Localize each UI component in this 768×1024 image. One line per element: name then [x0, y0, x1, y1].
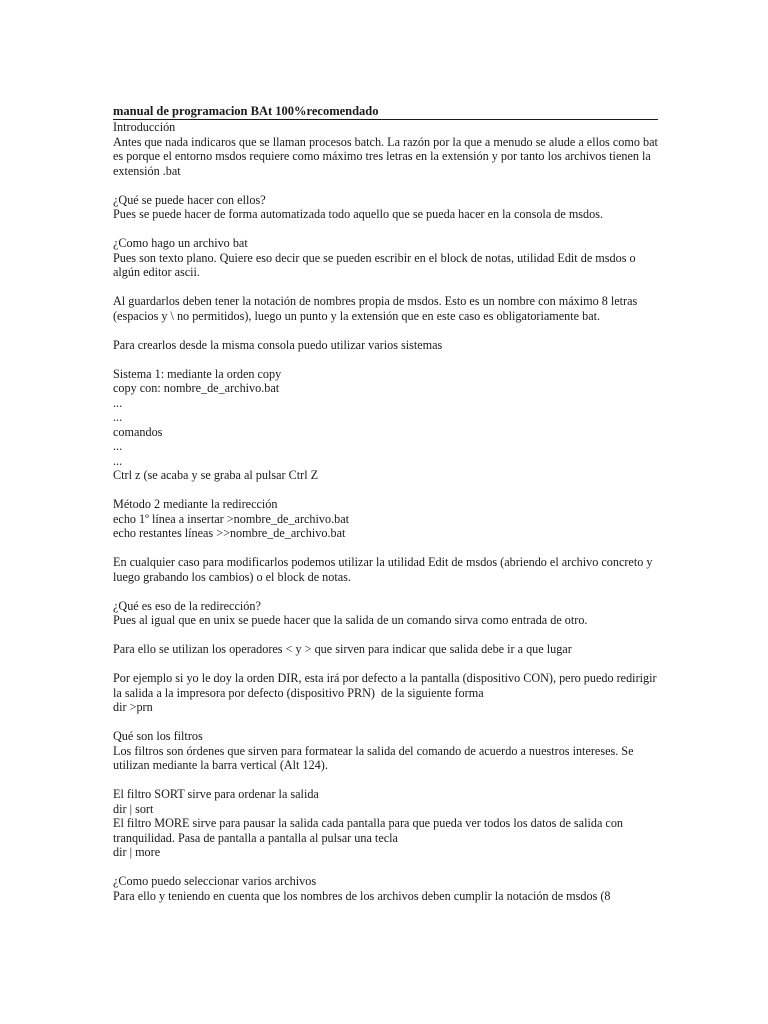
paragraph — [113, 338, 658, 353]
document-page — [113, 104, 661, 918]
text-line: Por ejemplo si yo le doy la orden DIR, esta irá por defecto a la pantalla (dispositivo CON), pero puedo redirigir la salida a la impresora por defecto (dispositivo PRN) de la siguiente forma — [113, 671, 660, 700]
text-line: Qué son los filtros — [113, 729, 203, 743]
text-line: ¿Como puedo seleccionar varios archivos — [113, 874, 317, 888]
paragraph — [113, 367, 658, 483]
paragraph — [113, 671, 658, 715]
text-line: ... — [113, 395, 123, 410]
text-line: El filtro SORT sirve para ordenar la salida — [113, 787, 319, 801]
paragraph — [113, 236, 658, 280]
text-line: Al guardarlos deben tener la notación de nombres propia de msdos. Esto es un nombre con máximo 8 letras (espacios y \ no permitidos), luego un punto y la extensión que en este caso es obligatoriamente bat. — [113, 294, 641, 323]
paragraph — [113, 599, 658, 628]
text-line: Para ello y teniendo en cuenta que los nombres de los archivos deben cumplir la notación de msdos (8 — [113, 888, 611, 903]
document-title: manual de programacion BAt 100%recomendado — [113, 104, 658, 120]
text-line: echo restantes líneas >>nombre_de_archivo.bat — [113, 526, 346, 540]
text-line: Para ello se utilizan los operadores < y > que sirven para indicar que salida debe ir a que lugar — [113, 642, 572, 656]
text-line: El filtro MORE sirve para pausar la salida cada pantalla para que pueda ver todos los datos de salida con tranquilidad. Pasa de pantalla a pantalla al pulsar una tecla — [113, 816, 627, 845]
paragraph — [113, 497, 658, 541]
paragraph — [113, 193, 658, 222]
text-line: Antes que nada indicaros que se llaman procesos batch. La razón por la que a menudo se alude a ellos como bat es porque el entorno msdos requiere como máximo tres letras en la extensión y por tanto los archivos tienen la extensión .bat — [113, 134, 661, 178]
paragraph — [113, 729, 658, 773]
text-line: Ctrl z (se acaba y se graba al pulsar Ctrl Z — [113, 468, 319, 482]
text-line: Pues al igual que en unix se puede hacer que la salida de un comando sirva como entrada de otro. — [113, 613, 588, 627]
text-line: ... — [113, 410, 123, 424]
text-line: dir | more — [113, 845, 161, 859]
paragraph — [113, 642, 658, 657]
text-line: Pues son texto plano. Quiere eso decir que se pueden escribir en el block de notas, utilidad Edit de msdos o algún editor ascii. — [113, 250, 639, 279]
text-line: Método 2 mediante la redirección — [113, 497, 278, 511]
text-line: dir >prn — [113, 700, 153, 714]
text-line: Pues se puede hacer de forma automatizada todo aquello que se pueda hacer en la consola de msdos. — [113, 207, 604, 221]
text-line: ... — [113, 439, 123, 453]
text-line: Introducción — [113, 120, 176, 134]
paragraph — [113, 120, 661, 178]
text-line: dir | sort — [113, 801, 154, 816]
text-line: ¿Qué se puede hacer con ellos? — [113, 192, 266, 207]
text-line: Para crearlos desde la misma consola puedo utilizar varios sistemas — [113, 337, 443, 352]
text-line: copy con: nombre_de_archivo.bat — [113, 381, 280, 395]
text-line: Sistema 1: mediante la orden copy — [113, 366, 282, 381]
paragraph — [113, 555, 658, 584]
document-body — [113, 120, 661, 903]
paragraph — [113, 787, 658, 860]
paragraph — [113, 294, 658, 323]
paragraph — [113, 874, 658, 903]
text-line: ¿Como hago un archivo bat — [113, 236, 248, 250]
text-line: ... — [113, 453, 123, 468]
text-line: En cualquier caso para modificarlos podemos utilizar la utilidad Edit de msdos (abriendo el archivo concreto y luego grabando los cambios) o el block de notas. — [113, 555, 656, 584]
text-line: echo 1º línea a insertar >nombre_de_archivo.bat — [113, 511, 350, 526]
text-line: ¿Qué es eso de la redirección? — [113, 598, 261, 613]
text-line: Los filtros son órdenes que sirven para formatear la salida del comando de acuerdo a nuestros intereses. Se utilizan mediante la barra vertical (Alt 124). — [113, 743, 637, 772]
text-line: comandos — [113, 424, 163, 439]
